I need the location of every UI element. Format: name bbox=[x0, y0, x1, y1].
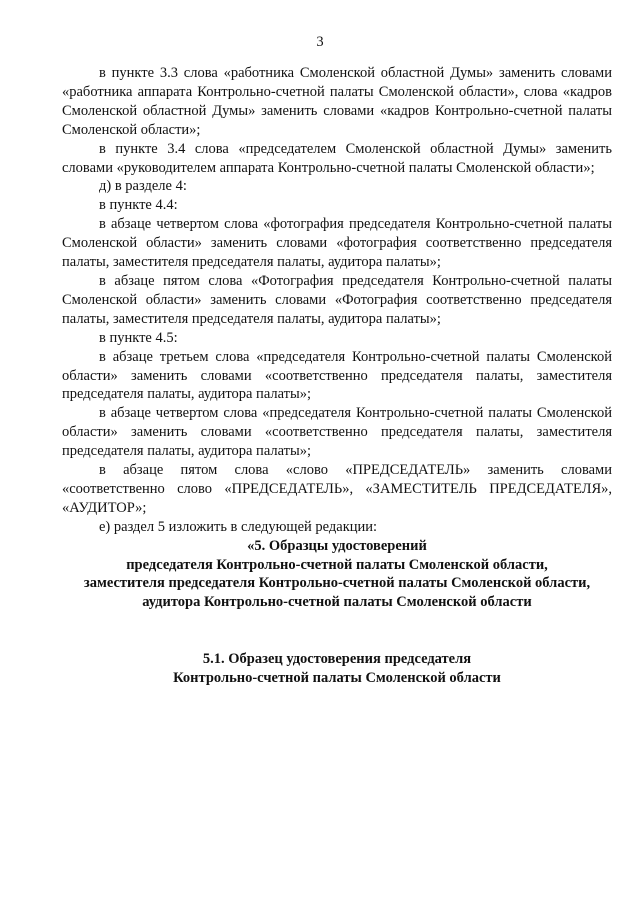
page-number: 3 bbox=[316, 34, 324, 50]
section-5-heading-line-3: заместителя председателя Контрольно-счетной палаты Смоленской области, bbox=[83, 575, 591, 592]
paragraph-section-4: д) в разделе 4: bbox=[99, 178, 187, 195]
section-5-heading-line-4: аудитора Контрольно-счетной палаты Смоленской области bbox=[142, 594, 532, 611]
paragraph-4-5-abzac-3: в абзаце третьем слова «председателя Контрольно-счетной палаты Смоленской области» заменить словами «соответственно председателя палаты, заместителя председателя палаты, аудитора палаты»; bbox=[62, 348, 612, 403]
section-5-heading bbox=[62, 537, 612, 613]
section-5-1-heading-line-1: 5.1. Образец удостоверения председателя bbox=[202, 651, 472, 668]
paragraph-point-4-5: в пункте 4.5: bbox=[99, 329, 178, 346]
section-5-heading-line-2: председателя Контрольно-счетной палаты Смоленской области, bbox=[126, 556, 548, 573]
section-5-heading-line-1: «5. Образцы удостоверений bbox=[247, 537, 427, 554]
document-body bbox=[62, 64, 612, 688]
paragraph-4-4-abzac-5: в абзаце пятом слова «Фотография председателя Контрольно-счетной палаты Смоленской области» заменить словами «Фотография соответственно председателя палаты, заместителя председателя палаты, аудитора палаты»; bbox=[62, 272, 612, 327]
paragraph-4-4-abzac-4: в абзаце четвертом слова «фотография председателя Контрольно-счетной палаты Смоленской области» заменить словами «фотография соответственно председателя палаты, заместителя председателя палаты, аудитора палаты»; bbox=[62, 216, 612, 271]
paragraph-4-5-abzac-4: в абзаце четвертом слова «председателя Контрольно-счетной палаты Смоленской области» заменить словами «соответственно председателя палаты, заместителя председателя палаты, аудитора палаты»; bbox=[62, 405, 612, 460]
paragraph-3-4: в пункте 3.4 слова «председателем Смоленской областной Думы» заменить словами «руководителем аппарата Контрольно-счетной палаты Смоленской области»; bbox=[62, 140, 612, 176]
section-5-1-heading bbox=[62, 650, 612, 688]
section-5-1-heading-line-2: Контрольно-счетной палаты Смоленской области bbox=[173, 670, 501, 687]
paragraph-3-3: в пункте 3.3 слова «работника Смоленской областной Думы» заменить словами «работника аппарата Контрольно-счетной палаты Смоленской области», слова «кадров Смоленской областной Думы» заменить словами «кадров Контрольно-счетной палаты Смоленской области»; bbox=[62, 65, 612, 138]
paragraph-4-5-abzac-5: в абзаце пятом слова «слово «ПРЕДСЕДАТЕЛЬ» заменить словами «соответственно слово «ПРЕДСЕДАТЕЛЬ», «ЗАМЕСТИТЕЛЬ ПРЕДСЕДАТЕЛЯ», «АУДИТОР»; bbox=[62, 462, 612, 516]
paragraph-point-4-4: в пункте 4.4: bbox=[99, 197, 178, 214]
paragraph-section-5: е) раздел 5 изложить в следующей редакции: bbox=[99, 518, 378, 535]
